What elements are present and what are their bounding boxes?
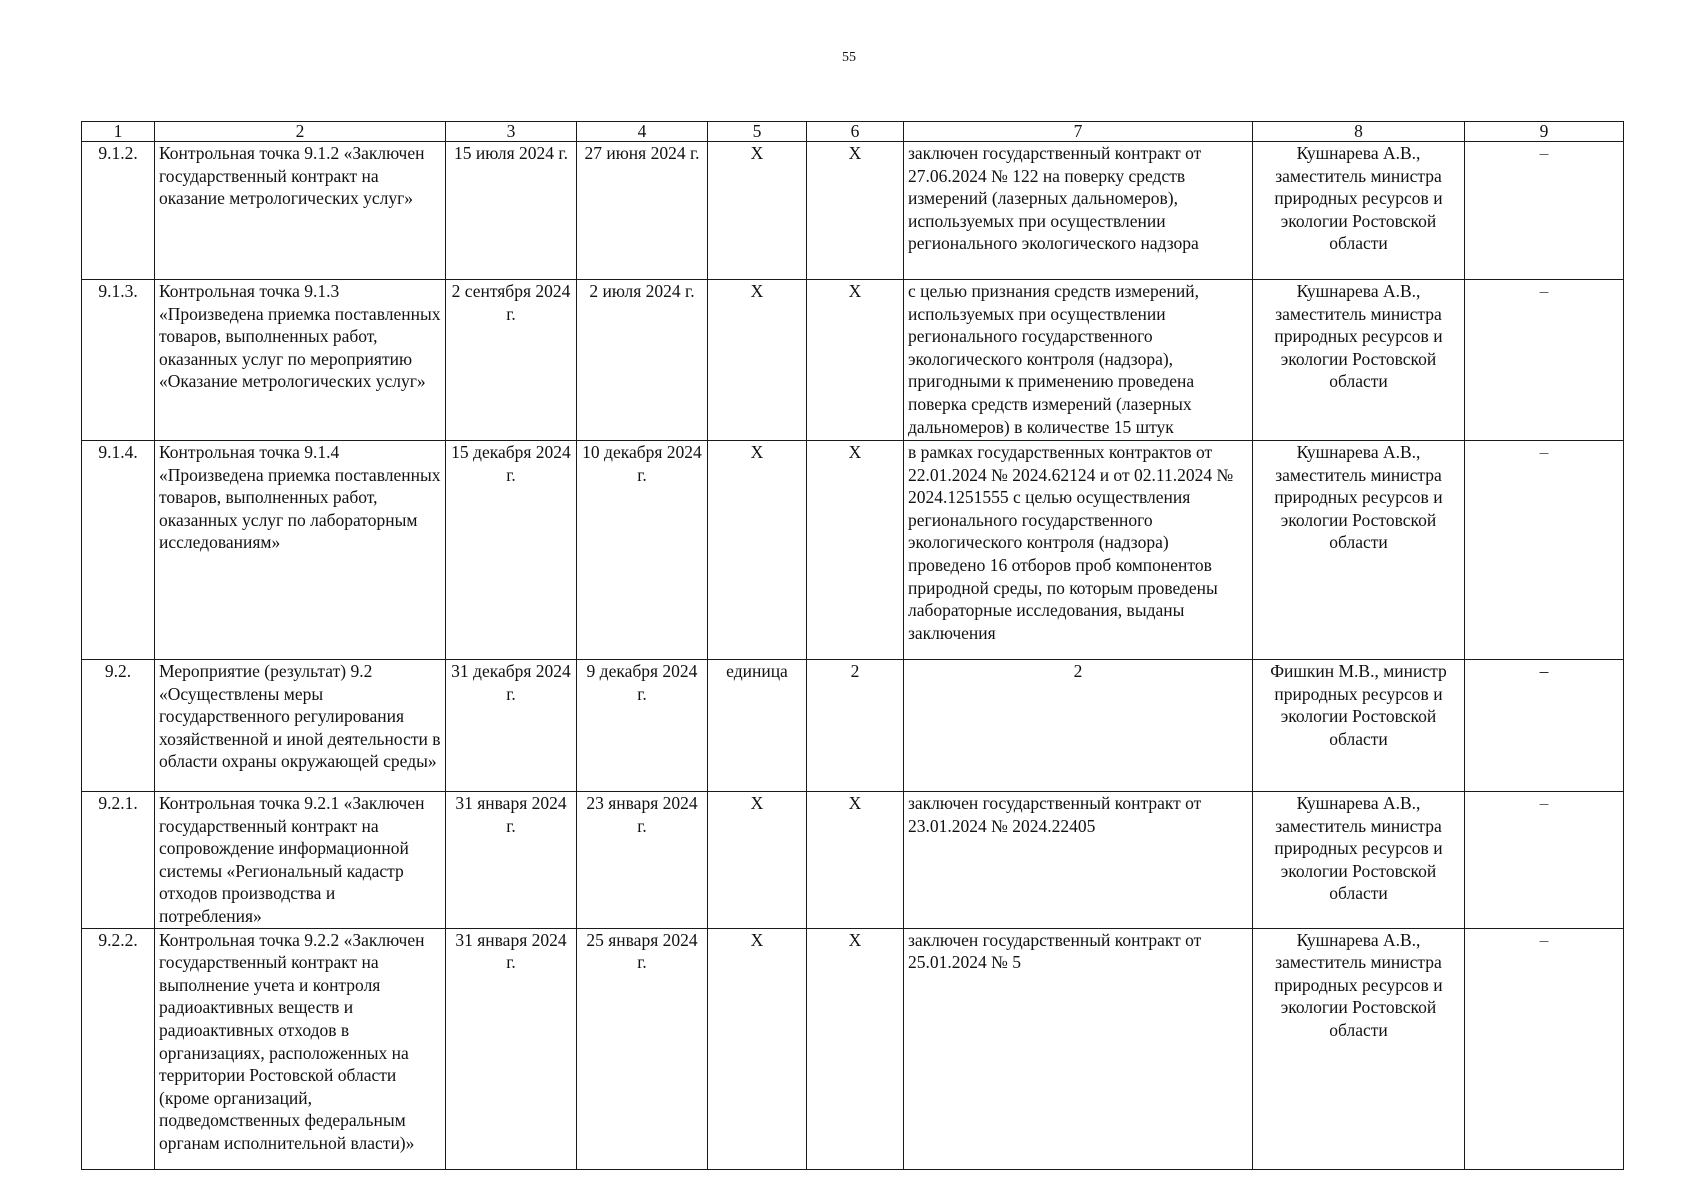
fact-date-cell: 25 января 2024 г. [577, 928, 708, 1169]
report-table [81, 121, 1624, 1170]
description-cell: 2 [904, 660, 1253, 792]
column-number: 2 [155, 122, 446, 142]
value-cell: X [807, 441, 904, 660]
plan-date-cell: 15 декабря 2024 г. [446, 441, 577, 660]
unit-cell: X [708, 142, 807, 280]
unit-cell: X [708, 280, 807, 441]
fact-date-cell: 23 января 2024 г. [577, 792, 708, 929]
column-number: 1 [82, 122, 155, 142]
row-number-cell: 9.2. [82, 660, 155, 792]
table-row [82, 142, 1624, 280]
responsible-cell: Фишкин М.В., министр природных ресурсов и экологии Ростовской области [1253, 660, 1465, 792]
unit-cell: X [708, 441, 807, 660]
plan-date-cell: 31 января 2024 г. [446, 928, 577, 1169]
table-row [82, 280, 1624, 441]
column-number-row [82, 122, 1624, 142]
row-number-cell: 9.1.4. [82, 441, 155, 660]
column-number: 7 [904, 122, 1253, 142]
description-cell: в рамках государственных контрактов от 22.01.2024 № 2024.62124 и от 02.11.2024 № 2024.1251555 с целью осуществления регионального государственного экологического контроля (надзора) проведено 16 отборов проб компонентов природной среды, по которым проведены лабораторные исследования, выданы заключения [904, 441, 1253, 660]
column-number: 9 [1465, 122, 1624, 142]
plan-date-cell: 15 июля 2024 г. [446, 142, 577, 280]
value-cell: X [807, 280, 904, 441]
column-number: 4 [577, 122, 708, 142]
description-cell: заключен государственный контракт от 23.01.2024 № 2024.22405 [904, 792, 1253, 929]
unit-cell: X [708, 928, 807, 1169]
fact-date-cell: 10 декабря 2024 г. [577, 441, 708, 660]
unit-cell: единица [708, 660, 807, 792]
unit-cell: X [708, 792, 807, 929]
plan-date-cell: 31 января 2024 г. [446, 792, 577, 929]
note-cell: – [1465, 142, 1624, 280]
responsible-cell: Кушнарева А.В., заместитель министра природных ресурсов и экологии Ростовской области [1253, 441, 1465, 660]
item-name-cell: Контрольная точка 9.1.4 «Произведена приемка поставленных товаров, выполненных работ, оказанных услуг по лабораторным исследованиям» [155, 441, 446, 660]
row-number-cell: 9.2.1. [82, 792, 155, 929]
plan-date-cell: 2 сентября 2024 г. [446, 280, 577, 441]
responsible-cell: Кушнарева А.В., заместитель министра природных ресурсов и экологии Ростовской области [1253, 928, 1465, 1169]
row-number-cell: 9.1.3. [82, 280, 155, 441]
table-row [82, 660, 1624, 792]
item-name-cell: Мероприятие (результат) 9.2 «Осуществлены меры государственного регулирования хозяйственной и иной деятельности в области охраны окружающей среды» [155, 660, 446, 792]
note-cell: – [1465, 280, 1624, 441]
responsible-cell: Кушнарева А.В., заместитель министра природных ресурсов и экологии Ростовской области [1253, 792, 1465, 929]
fact-date-cell: 2 июля 2024 г. [577, 280, 708, 441]
column-number: 8 [1253, 122, 1465, 142]
item-name-cell: Контрольная точка 9.2.1 «Заключен государственный контракт на сопровождение информационной системы «Региональный кадастр отходов производства и потребления» [155, 792, 446, 929]
description-cell: заключен государственный контракт от 25.01.2024 № 5 [904, 928, 1253, 1169]
fact-date-cell: 27 июня 2024 г. [577, 142, 708, 280]
table-row [82, 928, 1624, 1169]
item-name-cell: Контрольная точка 9.1.2 «Заключен государственный контракт на оказание метрологических услуг» [155, 142, 446, 280]
note-cell: – [1465, 792, 1624, 929]
table-row [82, 792, 1624, 929]
item-name-cell: Контрольная точка 9.1.3 «Произведена приемка поставленных товаров, выполненных работ, оказанных услуг по мероприятию «Оказание метрологических услуг» [155, 280, 446, 441]
value-cell: 2 [807, 660, 904, 792]
value-cell: X [807, 792, 904, 929]
row-number-cell: 9.1.2. [82, 142, 155, 280]
fact-date-cell: 9 декабря 2024 г. [577, 660, 708, 792]
page-number: 55 [842, 50, 856, 65]
value-cell: X [807, 142, 904, 280]
value-cell: X [807, 928, 904, 1169]
description-cell: заключен государственный контракт от 27.06.2024 № 122 на поверку средств измерений (лазерных дальномеров), используемых при осуществлении регионального экологического надзора [904, 142, 1253, 280]
note-cell: – [1465, 441, 1624, 660]
description-cell: с целью признания средств измерений, используемых при осуществлении регионального государственного экологического контроля (надзора), пригодными к применению проведена поверка средств измерений (лазерных дальномеров) в количестве 15 штук [904, 280, 1253, 441]
column-number: 3 [446, 122, 577, 142]
row-number-cell: 9.2.2. [82, 928, 155, 1169]
note-cell: – [1465, 660, 1624, 792]
column-number: 5 [708, 122, 807, 142]
item-name-cell: Контрольная точка 9.2.2 «Заключен государственный контракт на выполнение учета и контроля радиоактивных веществ и радиоактивных отходов в организациях, расположенных на территории Ростовской области (кроме организаций, подведомственных федеральным органам исполнительной власти)» [155, 928, 446, 1169]
table-row [82, 441, 1624, 660]
responsible-cell: Кушнарева А.В., заместитель министра природных ресурсов и экологии Ростовской области [1253, 142, 1465, 280]
responsible-cell: Кушнарева А.В., заместитель министра природных ресурсов и экологии Ростовской области [1253, 280, 1465, 441]
column-number: 6 [807, 122, 904, 142]
note-cell: – [1465, 928, 1624, 1169]
plan-date-cell: 31 декабря 2024 г. [446, 660, 577, 792]
